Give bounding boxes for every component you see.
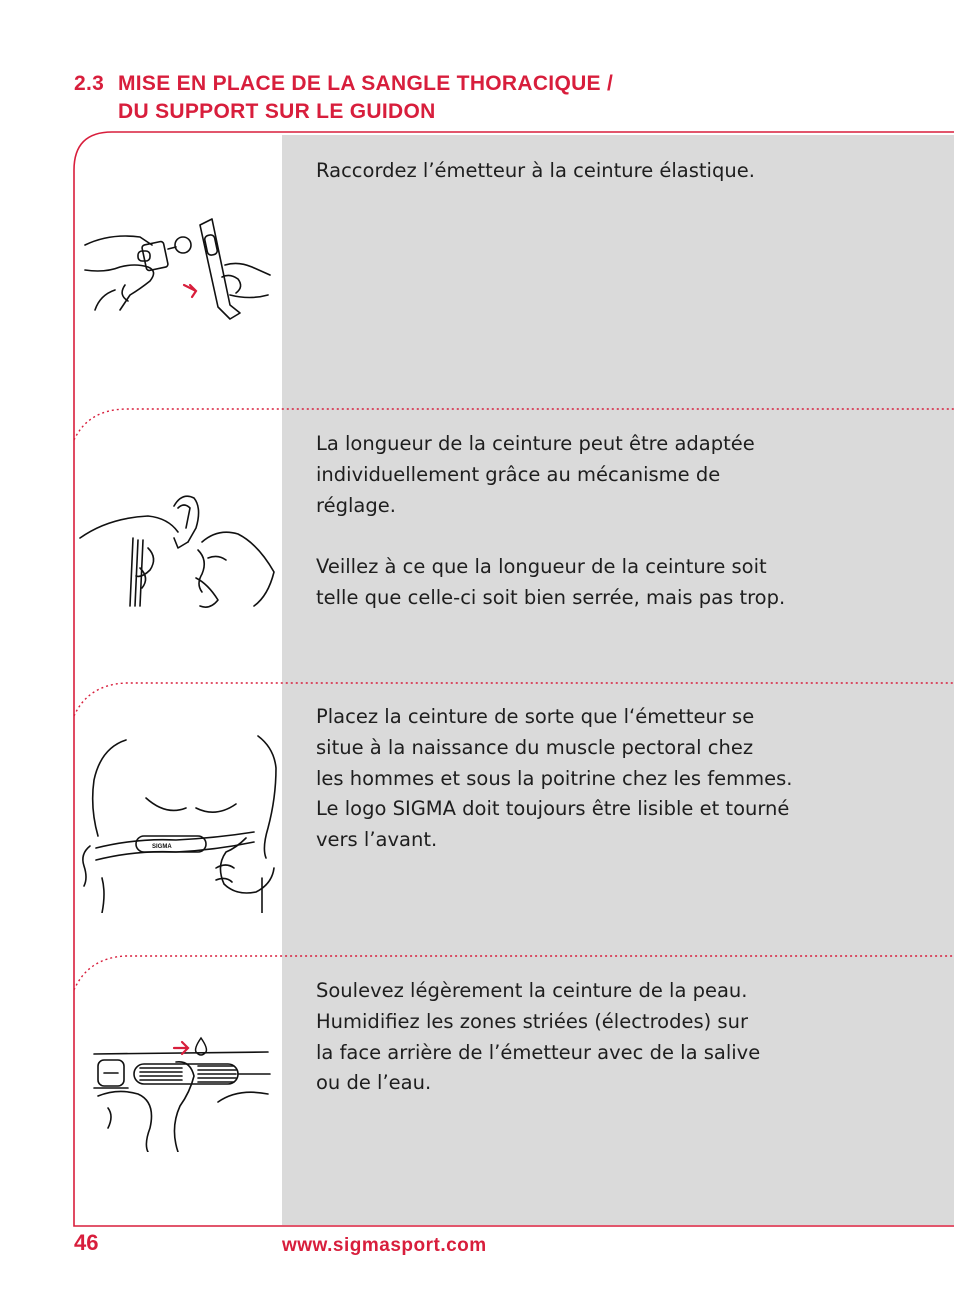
svg-text:SIGMA: SIGMA bbox=[152, 844, 172, 850]
section-title-line1: MISE EN PLACE DE LA SANGLE THORACIQUE / bbox=[118, 72, 614, 95]
footer-url: www.sigmasport.com bbox=[282, 1235, 487, 1256]
adjust-belt-illustration bbox=[78, 488, 280, 618]
page-number: 46 bbox=[74, 1230, 99, 1255]
moisten-electrodes-illustration bbox=[78, 1032, 278, 1152]
attach-transmitter-illustration bbox=[80, 215, 280, 325]
section-number: 2.3 bbox=[74, 72, 105, 95]
step-2-text: La longueur de la ceinture peut être adaptée individuellement grâce au mécanisme de réglage. Veillez à ce que la longueur de la ceinture soit telle que celle-ci soit bien serrée, mais pas trop. bbox=[316, 432, 786, 609]
step-3-text: Placez la ceinture de sorte que l‘émetteur se situe à la naissance du muscle pectoral chez les hommes et sous la poitrine chez les femmes. Le logo SIGMA doit toujours être lisible et tourné vers l’avant. bbox=[316, 705, 793, 852]
step-1-text: Raccordez l’émetteur à la ceinture élastique. bbox=[316, 159, 755, 182]
torso-belt-illustration bbox=[76, 728, 280, 913]
section-title-line2: DU SUPPORT SUR LE GUIDON bbox=[118, 100, 436, 123]
step-4-text: Soulevez légèrement la ceinture de la peau. Humidifiez les zones striées (électrodes) sur la face arrière de l’émetteur avec de la salive ou de l’eau. bbox=[316, 979, 761, 1095]
